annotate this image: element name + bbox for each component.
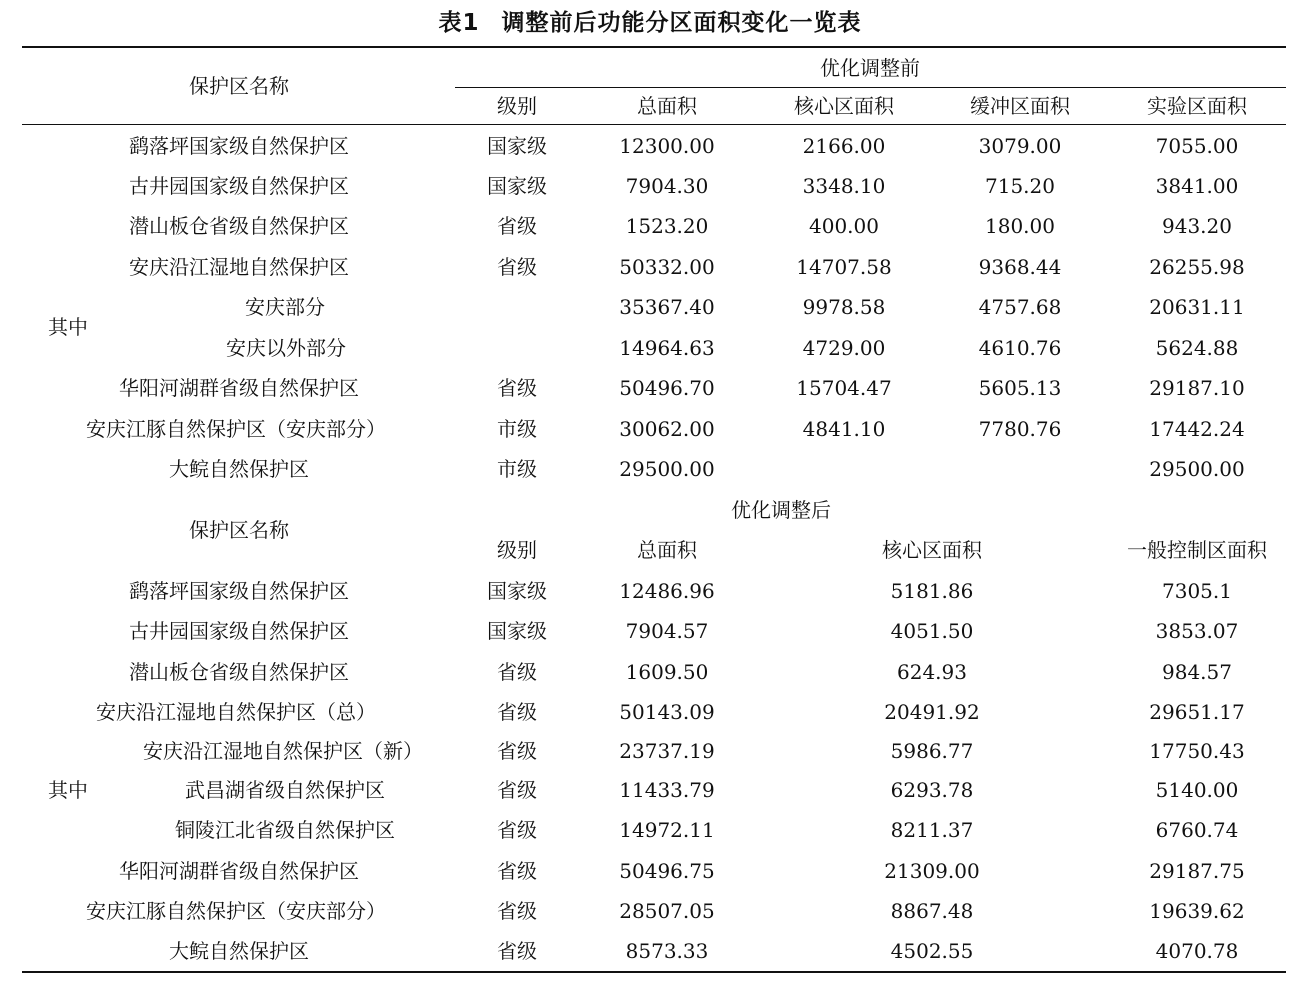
before-row-level: 市级: [497, 417, 537, 441]
before-row-level: 市级: [497, 457, 537, 481]
header-sub-rule: [455, 87, 1286, 88]
after-row-total: 7904.57: [625, 619, 709, 643]
after-row-level: 省级: [497, 700, 537, 724]
before-row-exp: 20631.11: [1149, 295, 1245, 319]
after-row-name: 安庆江豚自然保护区（安庆部分）: [86, 899, 386, 923]
before-row-name: 鹞落坪国家级自然保护区: [129, 134, 349, 158]
top-rule: [22, 46, 1286, 48]
before-row-level: 国家级: [487, 134, 547, 158]
after-row-total: 11433.79: [619, 778, 715, 802]
after-row-level: 省级: [497, 739, 537, 763]
after-row-total: 8573.33: [625, 939, 709, 963]
before-row-core: 14707.58: [796, 255, 892, 279]
before-row-buffer: 715.20: [985, 174, 1055, 198]
table-title: [0, 6, 1300, 40]
before-row-core: 4729.00: [802, 336, 886, 360]
before-row-name: 潜山板仓省级自然保护区: [129, 214, 349, 238]
before-row-exp: 943.20: [1162, 214, 1232, 238]
before-row-name: 古井园国家级自然保护区: [129, 174, 349, 198]
after-header-general: 一般控制区面积: [1127, 538, 1267, 562]
after-row-total: 50143.09: [619, 700, 715, 724]
before-row-buffer: 3079.00: [978, 134, 1062, 158]
before-row-level: 省级: [497, 376, 537, 400]
before-row-total: 14964.63: [619, 336, 715, 360]
before-row-level: 省级: [497, 255, 537, 279]
before-row-core: 4841.10: [802, 417, 886, 441]
after-row-name: 武昌湖省级自然保护区: [185, 778, 385, 802]
before-row-exp: 5624.88: [1155, 336, 1239, 360]
before-row-level: 省级: [497, 214, 537, 238]
after-row-core: 5181.86: [890, 579, 974, 603]
before-row-name: 大鲩自然保护区: [169, 457, 309, 481]
bottom-rule: [22, 971, 1286, 973]
after-row-total: 14972.11: [619, 818, 715, 842]
before-header-total: 总面积: [637, 94, 697, 118]
after-row-general: 29651.17: [1149, 700, 1245, 724]
after-row-name: 鹞落坪国家级自然保护区: [129, 579, 349, 603]
after-row-level: 省级: [497, 818, 537, 842]
before-row-total: 1523.20: [625, 214, 709, 238]
after-row-level: 省级: [497, 778, 537, 802]
after-row-level: 省级: [497, 899, 537, 923]
before-header-level: 级别: [497, 94, 537, 118]
after-row-total: 50496.75: [619, 859, 715, 883]
after-row-core: 4051.50: [890, 619, 974, 643]
after-header-level: 级别: [497, 538, 537, 562]
before-header-name: 保护区名称: [189, 74, 289, 98]
before-row-exp: 17442.24: [1149, 417, 1245, 441]
table-caption: 调整前后功能分区面积变化一览表: [501, 10, 862, 36]
before-row-buffer: 180.00: [985, 214, 1055, 238]
after-header-core: 核心区面积: [882, 538, 982, 562]
before-header-buffer: 缓冲区面积: [970, 94, 1070, 118]
after-row-name: 安庆沿江湿地自然保护区（总）: [96, 700, 376, 724]
after-row-level: 省级: [497, 859, 537, 883]
after-row-general: 19639.62: [1149, 899, 1245, 923]
after-row-general: 3853.07: [1155, 619, 1239, 643]
before-section-label: 优化调整前: [820, 56, 920, 80]
before-row-exp: 29500.00: [1149, 457, 1245, 481]
before-row-exp: 29187.10: [1149, 376, 1245, 400]
after-row-core: 21309.00: [884, 859, 980, 883]
before-row-name: 华阳河湖群省级自然保护区: [119, 376, 359, 400]
before-row-total: 7904.30: [625, 174, 709, 198]
before-row-total: 35367.40: [619, 295, 715, 319]
before-group-label: 其中: [48, 315, 88, 339]
before-row-buffer: 4610.76: [978, 336, 1062, 360]
after-row-total: 28507.05: [619, 899, 715, 923]
before-row-buffer: 5605.13: [978, 376, 1062, 400]
before-row-total: 50332.00: [619, 255, 715, 279]
before-row-total: 29500.00: [619, 457, 715, 481]
after-row-general: 6760.74: [1155, 818, 1239, 842]
before-row-name: 安庆以外部分: [226, 336, 346, 360]
after-row-core: 5986.77: [890, 739, 974, 763]
after-header-total: 总面积: [637, 538, 697, 562]
after-row-core: 4502.55: [890, 939, 974, 963]
before-row-core: 3348.10: [802, 174, 886, 198]
before-row-name: 安庆部分: [245, 295, 325, 319]
after-row-level: 国家级: [487, 579, 547, 603]
after-row-core: 20491.92: [884, 700, 980, 724]
before-row-core: 2166.00: [802, 134, 886, 158]
after-row-general: 984.57: [1162, 660, 1232, 684]
before-row-total: 12300.00: [619, 134, 715, 158]
after-header-name: 保护区名称: [189, 518, 289, 542]
after-row-general: 29187.75: [1149, 859, 1245, 883]
after-section-label: 优化调整后: [731, 498, 831, 522]
after-row-name: 大鲩自然保护区: [169, 939, 309, 963]
after-row-core: 6293.78: [890, 778, 974, 802]
after-row-level: 省级: [497, 660, 537, 684]
after-row-total: 12486.96: [619, 579, 715, 603]
before-row-buffer: 9368.44: [978, 255, 1062, 279]
before-row-buffer: 4757.68: [978, 295, 1062, 319]
after-row-level: 省级: [497, 939, 537, 963]
before-row-exp: 3841.00: [1155, 174, 1239, 198]
before-row-name: 安庆江豚自然保护区（安庆部分）: [86, 417, 386, 441]
before-row-total: 30062.00: [619, 417, 715, 441]
before-row-name: 安庆沿江湿地自然保护区: [129, 255, 349, 279]
before-header-exp: 实验区面积: [1147, 94, 1247, 118]
after-row-name: 铜陵江北省级自然保护区: [175, 818, 395, 842]
after-row-general: 5140.00: [1155, 778, 1239, 802]
after-group-label: 其中: [48, 778, 88, 802]
before-row-buffer: 7780.76: [978, 417, 1062, 441]
before-header-core: 核心区面积: [794, 94, 894, 118]
after-row-core: 624.93: [897, 660, 967, 684]
after-row-level: 国家级: [487, 619, 547, 643]
after-row-total: 23737.19: [619, 739, 715, 763]
before-row-exp: 26255.98: [1149, 255, 1245, 279]
after-row-general: 4070.78: [1155, 939, 1239, 963]
before-row-core: 400.00: [809, 214, 879, 238]
after-row-name: 古井园国家级自然保护区: [129, 619, 349, 643]
after-row-core: 8211.37: [890, 818, 974, 842]
after-row-name: 华阳河湖群省级自然保护区: [119, 859, 359, 883]
table-number: 表1: [438, 10, 480, 36]
before-row-level: 国家级: [487, 174, 547, 198]
after-row-name: 安庆沿江湿地自然保护区（新）: [143, 739, 423, 763]
before-row-exp: 7055.00: [1155, 134, 1239, 158]
before-row-core: 9978.58: [802, 295, 886, 319]
before-row-total: 50496.70: [619, 376, 715, 400]
header-bottom-rule: [22, 124, 1286, 125]
after-row-core: 8867.48: [890, 899, 974, 923]
after-row-total: 1609.50: [625, 660, 709, 684]
after-row-name: 潜山板仓省级自然保护区: [129, 660, 349, 684]
before-row-core: 15704.47: [796, 376, 892, 400]
after-row-general: 7305.1: [1162, 579, 1232, 603]
after-row-general: 17750.43: [1149, 739, 1245, 763]
